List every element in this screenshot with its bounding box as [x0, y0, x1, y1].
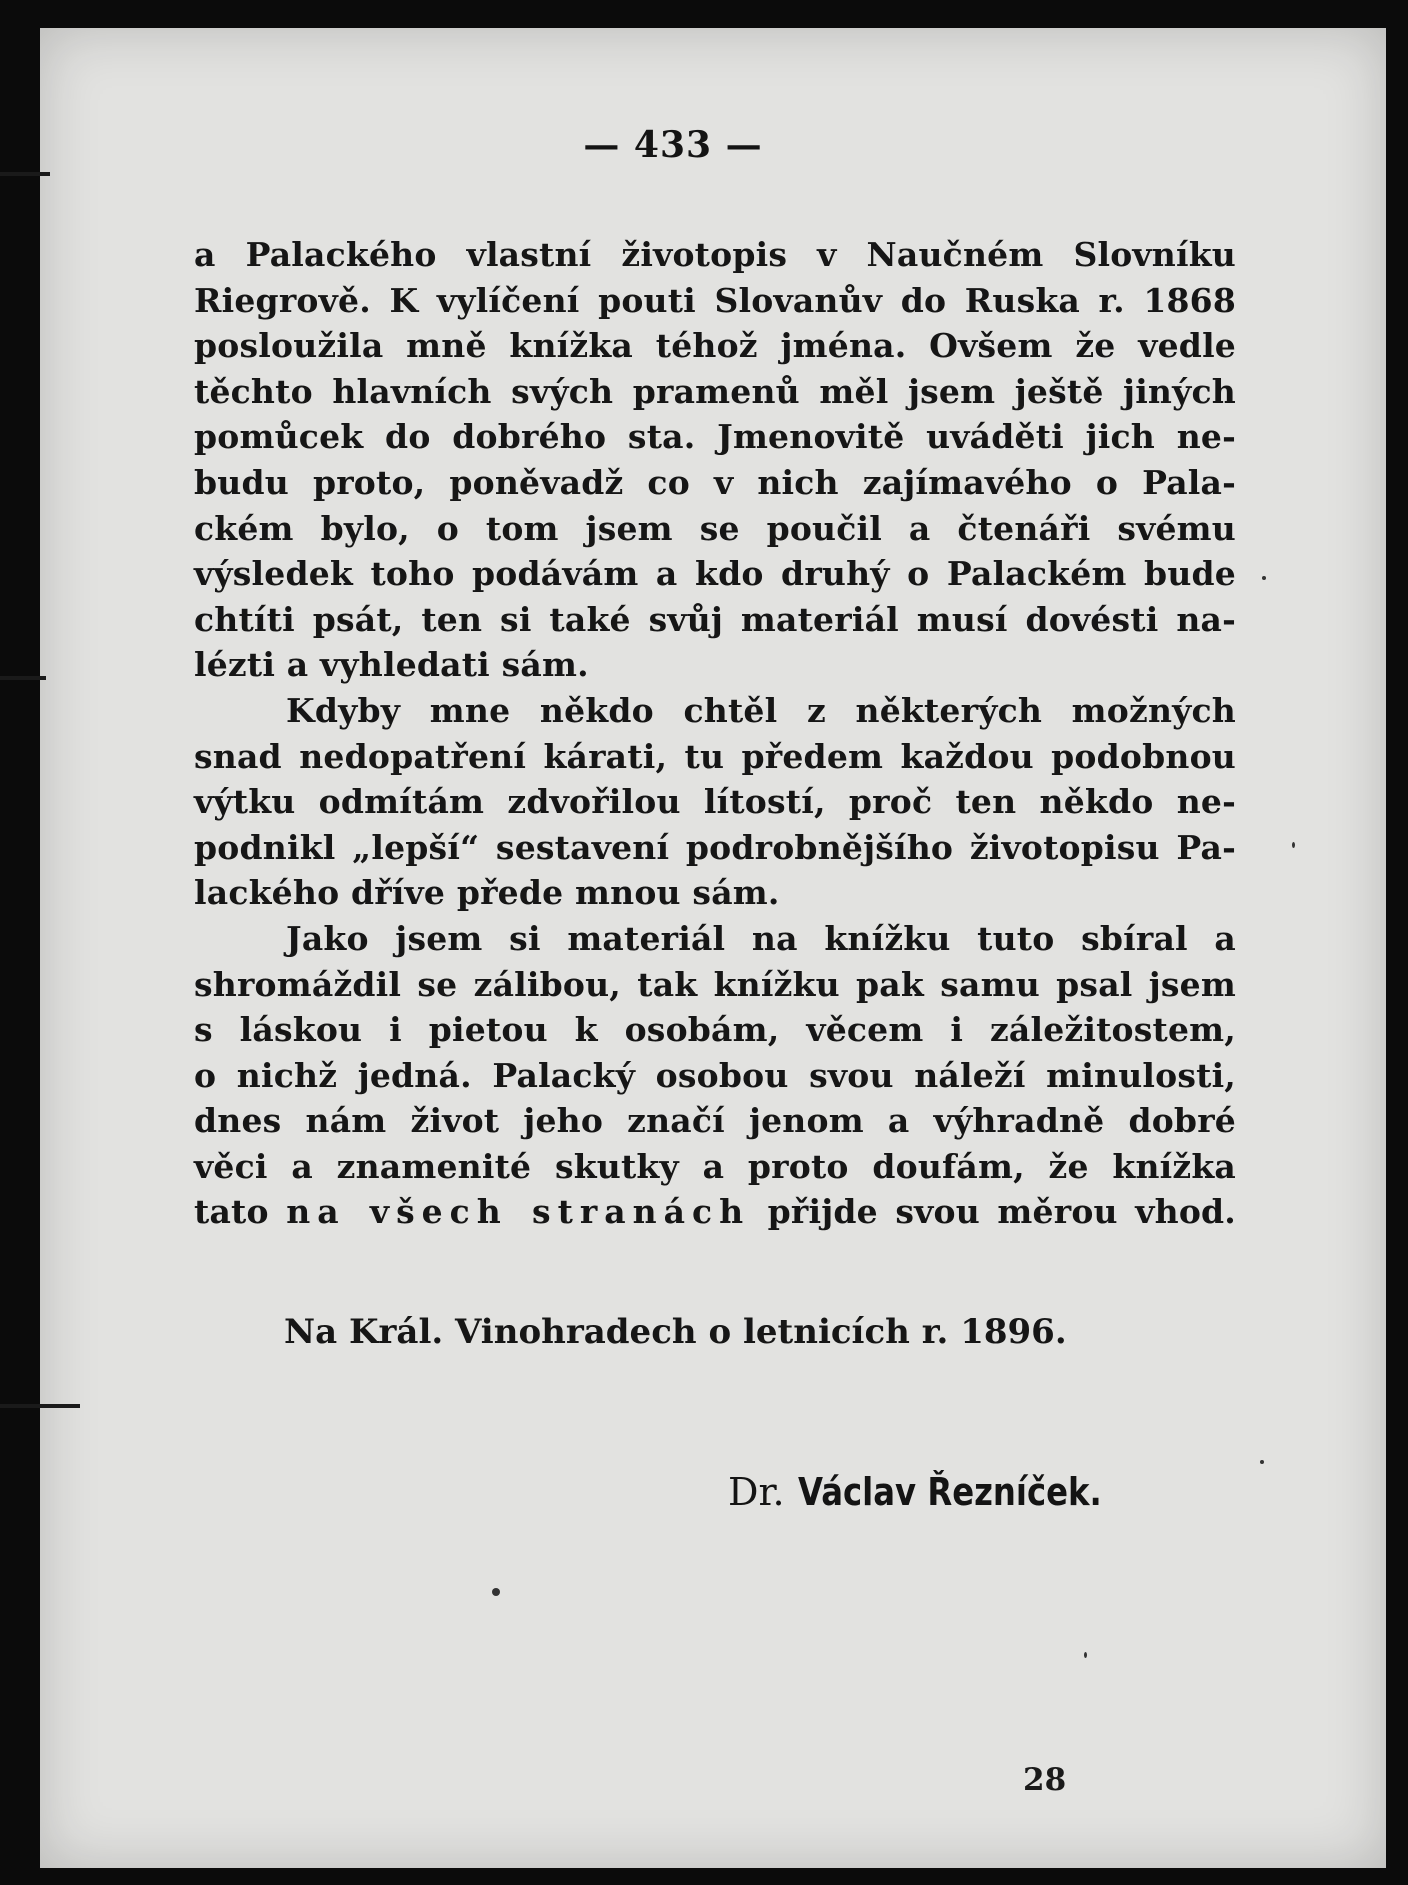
- text-line: lackého dříve přede mnou sám.: [194, 873, 780, 913]
- scan-speck: [1260, 1460, 1264, 1464]
- text-line: posloužila mně knížka téhož jména. Ovšem že vedle: [194, 326, 1236, 366]
- scan-speck: [1292, 842, 1295, 848]
- text-line: výtku odmítám zdvořilou lítostí, proč ten někdo ne-: [194, 782, 1236, 822]
- text-line: pomůcek do dobrého sta. Jmenovitě uváděti jich ne-: [194, 417, 1236, 457]
- signature-name: Václav Řezníček.: [797, 1470, 1102, 1514]
- text-line: shromáždil se zálibou, tak knížku pak samu psal jsem: [194, 964, 1236, 1004]
- scan-speck: [1262, 576, 1266, 580]
- text-line: výsledek toho podávám a kdo druhý o Palackém bude: [194, 554, 1236, 594]
- text-line: budu proto, poněvadž co v nich zajímavého o Pala-: [194, 462, 1236, 502]
- binding-edge-mark: [0, 1404, 80, 1408]
- scan-speck: [492, 1588, 500, 1596]
- sheet-number: 28: [1023, 1762, 1067, 1798]
- binding-edge-mark: [0, 676, 46, 680]
- text-line: o nichž jedná. Palacký osobou svou náleží minulosti,: [194, 1055, 1236, 1095]
- place-and-date: Na Král. Vinohradech o letnicích r. 1896.: [284, 1312, 1067, 1352]
- text-line: dnes nám život jeho značí jenom a výhradně dobré: [194, 1101, 1236, 1141]
- body-text: [194, 232, 1236, 1235]
- text-line: chtíti psát, ten si také svůj materiál musí dovésti na-: [194, 599, 1236, 639]
- text-line: ckém bylo, o tom jsem se poučil a čtenáři svému: [194, 508, 1236, 548]
- binding-edge-mark: [0, 172, 50, 176]
- final-line-suffix: přijde svou měrou vhod.: [750, 1192, 1236, 1232]
- scan-speck: [1084, 1652, 1087, 1658]
- text-line-final: [194, 1189, 1236, 1235]
- text-line: Kdyby mne někdo chtěl z některých možných: [286, 690, 1236, 730]
- text-line: snad nedopatření kárati, tu předem každou podobnou: [194, 736, 1236, 776]
- signature-title: Dr.: [728, 1470, 785, 1514]
- text-line: těchto hlavních svých pramenů měl jsem ještě jiných: [194, 371, 1236, 411]
- book-page: [40, 28, 1386, 1868]
- text-line: podnikl „lepší“ sestavení podrobnějšího životopisu Pa-: [194, 827, 1236, 867]
- page-number: [40, 124, 1386, 166]
- author-signature: [728, 1470, 1155, 1514]
- text-line: s láskou i pietou k osobám, věcem i záležitostem,: [194, 1010, 1236, 1050]
- text-line: věci a znamenité skutky a proto doufám, že knížka: [194, 1146, 1236, 1186]
- final-line-prefix: tato: [194, 1192, 287, 1232]
- final-line-spaced-emphasis: na všech stranách: [286, 1192, 751, 1232]
- text-line: a Palackého vlastní životopis v Naučném Slovníku: [194, 235, 1236, 274]
- text-line: lézti a vyhledati sám.: [194, 645, 589, 685]
- text-line: Jako jsem si materiál na knížku tuto sbíral a: [286, 918, 1236, 958]
- page-number-text: — 433 —: [583, 124, 763, 166]
- text-line: Riegrově. K vylíčení pouti Slovanův do Ruska r. 1868: [194, 280, 1236, 320]
